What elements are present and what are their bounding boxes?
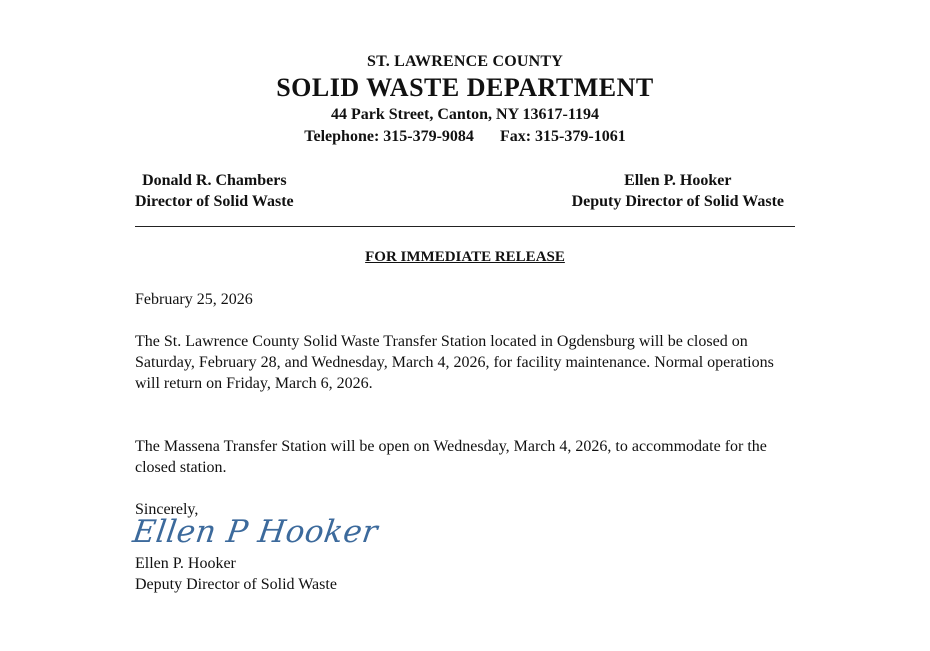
director-title: Director of Solid Waste xyxy=(135,193,294,210)
director-name: Donald R. Chambers xyxy=(142,172,287,189)
deputy-director-title: Deputy Director of Solid Waste xyxy=(571,193,784,210)
telephone-number: Telephone: 315-379-9084 xyxy=(304,128,474,145)
department-address: 44 Park Street, Canton, NY 13617-1194 xyxy=(331,106,599,123)
deputy-director-name: Ellen P. Hooker xyxy=(624,172,732,189)
handwritten-signature: Ellen P Hooker xyxy=(130,514,381,550)
contact-numbers xyxy=(0,126,930,148)
release-date: February 25, 2026 xyxy=(135,291,253,308)
letterhead xyxy=(0,52,930,148)
department-name: SOLID WASTE DEPARTMENT xyxy=(276,73,654,102)
massena-paragraph: The Massena Transfer Station will be open on Wednesday, March 4, 2026, to accommodate for the closed station. xyxy=(135,438,767,476)
deputy-director-block xyxy=(572,170,784,212)
closure-paragraph: The St. Lawrence County Solid Waste Transfer Station located in Ogdensburg will be closed on Saturday, February 28, and Wednesday, March 4, 2026, for facility maintenance. Normal operations will return on Friday, March 6, 2026. xyxy=(135,333,774,392)
fax-number: Fax: 315-379-1061 xyxy=(499,128,626,145)
officers-block xyxy=(135,170,795,214)
signer-block xyxy=(135,553,337,595)
director-block xyxy=(135,170,294,212)
header-divider xyxy=(135,226,795,227)
signer-title: Deputy Director of Solid Waste xyxy=(135,576,337,593)
signer-name: Ellen P. Hooker xyxy=(135,555,236,572)
county-name: ST. LAWRENCE COUNTY xyxy=(367,53,563,70)
release-heading: FOR IMMEDIATE RELEASE xyxy=(365,249,565,265)
closing-salutation: Sincerely, xyxy=(135,501,199,518)
